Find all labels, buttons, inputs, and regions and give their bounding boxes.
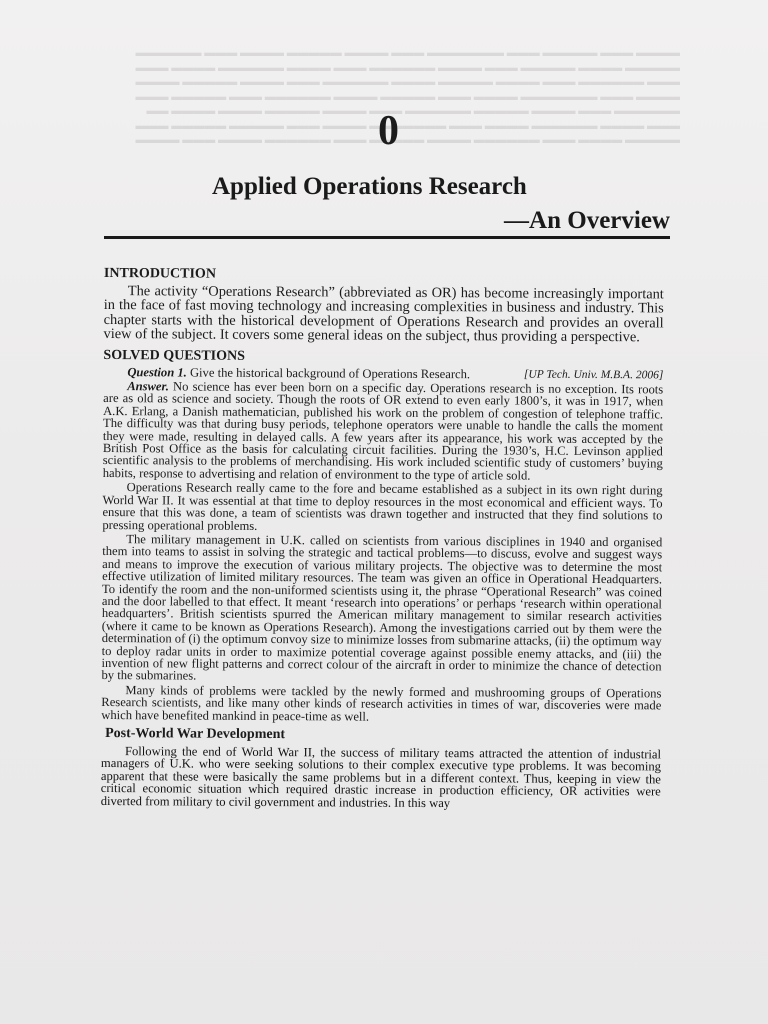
introduction-paragraph: The activity “Operations Research” (abbreviated as OR) has become increasingly important in the face of fast moving technology and increasing complexities in business and industry. This chapter starts with the historical development of Operations Research and provides an overall view of the subject. It covers some general ideas on the subject, thus providing a perspective.: [103, 283, 664, 346]
body-text: [101, 264, 664, 812]
chapter-subtitle: —An Overview: [504, 207, 670, 234]
question-text: Give the historical background of Operations Research.: [189, 365, 471, 381]
chapter-title: Applied Operations Research: [212, 173, 527, 200]
answer-text: No science has ever been born on a specific day. Operations research is no exception. Its roots are as old as science and society. Though the roots of OR extend to even early 1800’s, it was in 1917, when A.K. Erlang, a Danish mathematician, published his work on the problem of congestion of telephone traffic. The difficulty was that during busy periods, telephone operators were unable to handle the calls the moment they were made, resulting in delayed calls. A few years after its appearance, his work was accepted by the British Post Office as the basis for calculating circuit facilities. During the 1930’s, H.C. Levinson applied scientific analysis to the problems of merchandising. His work included scientific study of customers’ buying habits, response to advertising and relation of environment to the type of article sold.: [102, 379, 664, 483]
title-rule: [104, 236, 670, 239]
answer-label: Answer.: [127, 379, 169, 394]
question-source: [UP Tech. Univ. M.B.A. 2006]: [523, 368, 664, 382]
answer-paragraph: [103, 380, 664, 483]
post-war-paragraph: Following the end of World War II, the success of military teams attracted the attention of industrial managers of U.K. who were seeking solutions to their complex executive type problems. It was becoming apparent that these were basically the same problems but in a different context. Thus, keeping in view the critical economic situation which required drastic increase in production efficiency, OR activities were diverted from military to civil government and industries. In this way: [100, 744, 662, 810]
chapter-number: 0: [378, 108, 399, 154]
wartime-discoveries-paragraph: Many kinds of problems were tackled by the newly formed and mushrooming groups of Operations Research scientists, and like many other kinds of research activities in times of war, discoveries were made which have benefited mankind in peace-time as well.: [101, 682, 662, 724]
military-management-paragraph: The military management in U.K. called on scientists from various disciplines in 1940 and organised them into teams to assist in solving the strategic and tactical problems—to discuss, evolve and suggest ways and means to improve the execution of various military projects. The objective was to determine the most effective utilization of limited military resources. The team was given an office in Operational Headquarters. To identify the room and the non-uniformed scientists using it, the phrase “Operational Research” was coined and the door labelled to that effect. It meant ‘research into operations’ or perhaps ‘research within operational headquarters’. British scientists spurred the American military management to similar research activities (where it came to be known as Operations Research). Among the investigations carried out by them were the determination of (i) the optimum convoy size to minimize losses from submarine attacks, (ii) the optimum way to deploy radar units in order to maximize potential coverage against possible enemy attacks, and (iii) the invention of new flight patterns and correct colour of the aircraft in order to minimize the chance of detection by the submarines.: [101, 532, 663, 683]
introduction-heading: INTRODUCTION: [103, 265, 217, 282]
question-label: Question 1.: [127, 364, 187, 380]
ww2-paragraph: Operations Research really came to the fore and became established as a subject in its own right during World War II. It was essential at that time to deploy resources in the most economical and efficient ways. To ensure that this was done, a team of scientists was drawn together and instructed that they find solutions to pressing operational problems.: [102, 480, 663, 533]
show-through-texture: ▬▬▬▬ ▬▬▬ ▬▬▬▬▬ ▬▬▬ ▬▬▬▬▬▬▬ ▬▬▬ ▬▬▬▬ ▬▬▬▬▬ ▬▬▬▬ ▬▬▬ ▬▬▬▬▬▬ ▬▬▬▬▬ ▬▬▬▬ ▬▬▬▬▬ ▬▬▬ ▬▬▬▬ ▬▬▬▬▬▬ ▬▬▬ ▬▬▬▬ ▬▬▬▬▬▬ ▬▬▬▬ ▬▬▬ ▬▬▬ ▬▬▬▬▬▬ ▬▬▬ ▬▬▬▬ ▬▬▬▬▬ ▬▬▬▬ ▬▬▬▬▬▬ ▬▬▬ ▬▬▬▬ ▬▬▬▬▬ ▬▬▬▬ ▬▬▬▬ ▬▬▬ ▬▬▬▬▬▬▬ ▬▬▬▬ ▬▬▬ ▬▬▬▬▬ ▬▬▬▬ ▬▬▬▬▬▬ ▬▬▬ ▬▬▬▬▬ ▬▬▬ ▬▬▬▬▬▬ ▬▬▬ ▬▬▬▬ ▬▬▬▬▬ ▬▬▬▬▬▬ ▬▬▬ ▬▬▬▬ ▬▬▬▬▬ ▬▬▬▬ ▬▬▬▬ ▬▬ ▬▬▬ ▬▬▬▬ ▬▬▬▬▬▬ ▬▬▬▬ ▬▬▬ ▬▬▬▬▬▬▬ ▬▬▬▬ ▬▬▬ ▬▬▬▬▬ ▬▬▬▬▬ ▬▬▬ ▬▬▬▬▬ ▬▬▬▬ ▬▬▬ ▬▬▬▬▬▬ ▬▬▬▬ ▬▬▬▬▬ ▬▬▬ ▬▬▬▬▬▬ ▬▬▬▬ ▬▬▬ ▬▬▬▬: [135, 47, 680, 146]
solved-questions-heading: SOLVED QUESTIONS: [103, 347, 245, 364]
post-war-heading: Post-World War Development: [105, 726, 286, 743]
